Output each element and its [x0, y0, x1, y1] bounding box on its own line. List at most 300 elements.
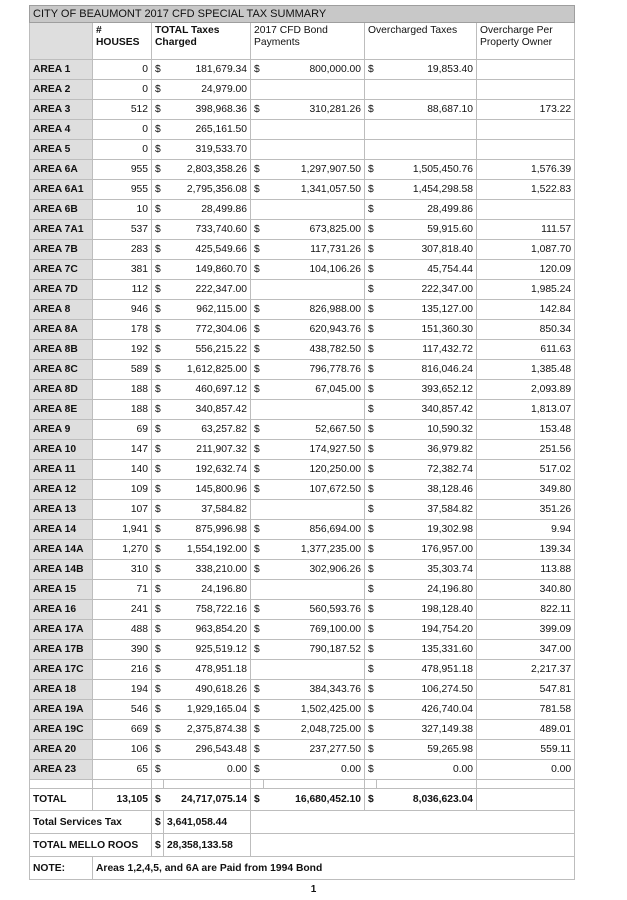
- currency-symbol: [251, 280, 264, 300]
- area-name: AREA 7C: [30, 260, 93, 280]
- currency-symbol: $: [365, 660, 377, 680]
- currency-symbol: $: [365, 240, 377, 260]
- bond-cell: 107,672.50: [264, 480, 365, 500]
- currency-symbol: $: [251, 240, 264, 260]
- currency-symbol: $: [152, 811, 164, 834]
- bond-cell: 800,000.00: [264, 60, 365, 80]
- currency-symbol: $: [152, 834, 164, 857]
- area-name: AREA 20: [30, 740, 93, 760]
- currency-symbol: $: [152, 320, 164, 340]
- currency-symbol: $: [251, 789, 264, 811]
- currency-symbol: $: [152, 640, 164, 660]
- bond-cell: 620,943.76: [264, 320, 365, 340]
- taxes-cell: 772,304.06: [164, 320, 251, 340]
- table-row: [30, 80, 575, 100]
- houses-cell: 946: [93, 300, 152, 320]
- currency-symbol: $: [251, 420, 264, 440]
- bond-cell: 67,045.00: [264, 380, 365, 400]
- currency-symbol: $: [365, 680, 377, 700]
- table-row: [30, 440, 575, 460]
- blank-cell: [251, 834, 575, 857]
- per-owner-cell: 850.34: [477, 320, 575, 340]
- currency-symbol: $: [152, 120, 164, 140]
- currency-symbol: $: [152, 380, 164, 400]
- area-name: AREA 19C: [30, 720, 93, 740]
- bond-cell: 560,593.76: [264, 600, 365, 620]
- tax-summary-table: [29, 5, 575, 880]
- currency-symbol: $: [251, 100, 264, 120]
- table-row: [30, 120, 575, 140]
- currency-symbol: $: [365, 160, 377, 180]
- overcharged-cell: 1,505,450.76: [377, 160, 477, 180]
- area-name: AREA 8: [30, 300, 93, 320]
- currency-symbol: $: [251, 720, 264, 740]
- per-owner-cell: 142.84: [477, 300, 575, 320]
- table-row: [30, 220, 575, 240]
- area-name: AREA 14B: [30, 560, 93, 580]
- currency-symbol: $: [365, 420, 377, 440]
- currency-symbol: $: [365, 700, 377, 720]
- table-row: [30, 600, 575, 620]
- services-tax-label: Total Services Tax: [30, 811, 152, 834]
- area-name: AREA 6B: [30, 200, 93, 220]
- per-owner-cell: 2,093.89: [477, 380, 575, 400]
- currency-symbol: $: [365, 560, 377, 580]
- taxes-cell: 24,979.00: [164, 80, 251, 100]
- note-label: NOTE:: [30, 857, 93, 880]
- bond-cell: 438,782.50: [264, 340, 365, 360]
- currency-symbol: $: [365, 500, 377, 520]
- currency-symbol: $: [152, 220, 164, 240]
- per-owner-cell: 351.26: [477, 500, 575, 520]
- per-owner-cell: 1,385.48: [477, 360, 575, 380]
- page-number: 1: [310, 884, 317, 895]
- bond-cell: 2,048,725.00: [264, 720, 365, 740]
- bond-cell: 769,100.00: [264, 620, 365, 640]
- currency-symbol: $: [152, 520, 164, 540]
- taxes-cell: 338,210.00: [164, 560, 251, 580]
- currency-symbol: $: [152, 560, 164, 580]
- total-per-owner: [477, 789, 575, 811]
- header-row: [30, 23, 575, 60]
- overcharged-cell: 198,128.40: [377, 600, 477, 620]
- currency-symbol: $: [251, 380, 264, 400]
- currency-symbol: [365, 140, 377, 160]
- currency-symbol: $: [251, 60, 264, 80]
- currency-symbol: $: [365, 360, 377, 380]
- taxes-cell: 758,722.16: [164, 600, 251, 620]
- overcharged-cell: [377, 140, 477, 160]
- currency-symbol: $: [365, 220, 377, 240]
- currency-symbol: $: [152, 160, 164, 180]
- taxes-cell: 1,929,165.04: [164, 700, 251, 720]
- overcharged-cell: 45,754.44: [377, 260, 477, 280]
- area-name: AREA 4: [30, 120, 93, 140]
- overcharged-cell: 28,499.86: [377, 200, 477, 220]
- taxes-cell: 556,215.22: [164, 340, 251, 360]
- area-name: AREA 1: [30, 60, 93, 80]
- per-owner-cell: 611.63: [477, 340, 575, 360]
- houses-cell: 955: [93, 180, 152, 200]
- houses-cell: 216: [93, 660, 152, 680]
- overcharged-cell: 35,303.74: [377, 560, 477, 580]
- table-row: [30, 620, 575, 640]
- overcharged-cell: [377, 80, 477, 100]
- taxes-cell: 222,347.00: [164, 280, 251, 300]
- table-row: [30, 100, 575, 120]
- houses-cell: 283: [93, 240, 152, 260]
- taxes-cell: 181,679.34: [164, 60, 251, 80]
- overcharged-cell: 19,853.40: [377, 60, 477, 80]
- table-row: [30, 60, 575, 80]
- currency-symbol: [251, 80, 264, 100]
- currency-symbol: $: [365, 180, 377, 200]
- currency-symbol: $: [251, 460, 264, 480]
- per-owner-cell: 9.94: [477, 520, 575, 540]
- spacer-row: [30, 780, 575, 789]
- overcharged-cell: 151,360.30: [377, 320, 477, 340]
- houses-cell: 0: [93, 140, 152, 160]
- area-name: AREA 8B: [30, 340, 93, 360]
- currency-symbol: $: [152, 300, 164, 320]
- currency-symbol: $: [152, 60, 164, 80]
- table-row: [30, 460, 575, 480]
- currency-symbol: $: [365, 640, 377, 660]
- currency-symbol: $: [152, 460, 164, 480]
- bond-cell: 237,277.50: [264, 740, 365, 760]
- overcharged-cell: 72,382.74: [377, 460, 477, 480]
- currency-symbol: $: [152, 700, 164, 720]
- spacer-cell: [251, 780, 264, 789]
- currency-symbol: $: [251, 640, 264, 660]
- currency-symbol: $: [152, 500, 164, 520]
- table-row: [30, 380, 575, 400]
- bond-cell: [264, 140, 365, 160]
- currency-symbol: $: [251, 680, 264, 700]
- per-owner-cell: 111.57: [477, 220, 575, 240]
- table-row: [30, 340, 575, 360]
- area-name: AREA 17C: [30, 660, 93, 680]
- area-name: AREA 8E: [30, 400, 93, 420]
- table-row: [30, 480, 575, 500]
- currency-symbol: $: [152, 340, 164, 360]
- currency-symbol: $: [365, 300, 377, 320]
- overcharged-cell: 222,347.00: [377, 280, 477, 300]
- currency-symbol: $: [251, 220, 264, 240]
- bond-cell: [264, 280, 365, 300]
- currency-symbol: $: [152, 580, 164, 600]
- currency-symbol: $: [152, 620, 164, 640]
- currency-symbol: $: [365, 480, 377, 500]
- total-bond: 16,680,452.10: [264, 789, 365, 811]
- bond-cell: 1,502,425.00: [264, 700, 365, 720]
- currency-symbol: $: [152, 720, 164, 740]
- currency-symbol: $: [152, 240, 164, 260]
- spacer-cell: [164, 780, 251, 789]
- bond-cell: 174,927.50: [264, 440, 365, 460]
- currency-symbol: $: [152, 660, 164, 680]
- currency-symbol: $: [365, 60, 377, 80]
- overcharged-cell: 0.00: [377, 760, 477, 780]
- mello-roos-label: TOTAL MELLO ROOS: [30, 834, 152, 857]
- overcharged-cell: 194,754.20: [377, 620, 477, 640]
- houses-cell: 537: [93, 220, 152, 240]
- overcharged-cell: 307,818.40: [377, 240, 477, 260]
- overcharged-cell: 59,915.60: [377, 220, 477, 240]
- per-owner-cell: [477, 80, 575, 100]
- spacer-cell: [93, 780, 152, 789]
- houses-cell: 546: [93, 700, 152, 720]
- currency-symbol: [251, 500, 264, 520]
- currency-symbol: $: [152, 740, 164, 760]
- overcharged-cell: 135,127.00: [377, 300, 477, 320]
- per-owner-header: Overcharge Per Property Owner: [477, 23, 575, 60]
- currency-symbol: $: [365, 340, 377, 360]
- table-row: [30, 180, 575, 200]
- spacer-cell: [377, 780, 477, 789]
- currency-symbol: $: [365, 260, 377, 280]
- per-owner-cell: 781.58: [477, 700, 575, 720]
- table-row: [30, 360, 575, 380]
- bond-cell: 673,825.00: [264, 220, 365, 240]
- bond-cell: 856,694.00: [264, 520, 365, 540]
- currency-symbol: $: [365, 440, 377, 460]
- area-name: AREA 6A: [30, 160, 93, 180]
- houses-cell: 194: [93, 680, 152, 700]
- currency-symbol: $: [152, 420, 164, 440]
- currency-symbol: [365, 120, 377, 140]
- houses-cell: 1,941: [93, 520, 152, 540]
- per-owner-cell: 173.22: [477, 100, 575, 120]
- per-owner-cell: 1,087.70: [477, 240, 575, 260]
- table-row: [30, 660, 575, 680]
- area-name: AREA 8D: [30, 380, 93, 400]
- title-row: [30, 6, 575, 23]
- bond-cell: 826,988.00: [264, 300, 365, 320]
- houses-header: # HOUSES: [93, 23, 152, 60]
- taxes-cell: 265,161.50: [164, 120, 251, 140]
- currency-symbol: $: [152, 600, 164, 620]
- overcharged-cell: 59,265.98: [377, 740, 477, 760]
- spacer-cell: [264, 780, 365, 789]
- currency-symbol: $: [152, 180, 164, 200]
- per-owner-cell: 822.11: [477, 600, 575, 620]
- spacer-cell: [30, 780, 93, 789]
- overcharged-cell: 393,652.12: [377, 380, 477, 400]
- note-row: [30, 857, 575, 880]
- bond-cell: [264, 80, 365, 100]
- table-row: [30, 400, 575, 420]
- area-name: AREA 15: [30, 580, 93, 600]
- bond-cell: 1,341,057.50: [264, 180, 365, 200]
- taxes-cell: 1,554,192.00: [164, 540, 251, 560]
- services-tax-row: [30, 811, 575, 834]
- currency-symbol: $: [251, 700, 264, 720]
- per-owner-cell: 1,522.83: [477, 180, 575, 200]
- taxes-cell: 875,996.98: [164, 520, 251, 540]
- currency-symbol: $: [152, 260, 164, 280]
- table-row: [30, 540, 575, 560]
- area-name: AREA 23: [30, 760, 93, 780]
- services-tax-value: 3,641,058.44: [164, 811, 251, 834]
- houses-cell: 669: [93, 720, 152, 740]
- per-owner-cell: [477, 60, 575, 80]
- houses-cell: 188: [93, 380, 152, 400]
- taxes-cell: 490,618.26: [164, 680, 251, 700]
- currency-symbol: $: [152, 140, 164, 160]
- spacer-cell: [365, 780, 377, 789]
- overcharged-cell: 340,857.42: [377, 400, 477, 420]
- taxes-cell: 925,519.12: [164, 640, 251, 660]
- total-overcharged: 8,036,623.04: [377, 789, 477, 811]
- currency-symbol: [251, 580, 264, 600]
- bond-header: 2017 CFD Bond Payments: [251, 23, 365, 60]
- table-row: [30, 760, 575, 780]
- taxes-cell: 63,257.82: [164, 420, 251, 440]
- currency-symbol: $: [251, 560, 264, 580]
- currency-symbol: $: [152, 100, 164, 120]
- overcharged-cell: 426,740.04: [377, 700, 477, 720]
- table-row: [30, 240, 575, 260]
- currency-symbol: [251, 400, 264, 420]
- houses-cell: 112: [93, 280, 152, 300]
- currency-symbol: $: [365, 540, 377, 560]
- per-owner-cell: 340.80: [477, 580, 575, 600]
- currency-symbol: $: [251, 340, 264, 360]
- houses-cell: 241: [93, 600, 152, 620]
- currency-symbol: $: [152, 80, 164, 100]
- per-owner-cell: 0.00: [477, 760, 575, 780]
- bond-cell: 310,281.26: [264, 100, 365, 120]
- area-name: AREA 14: [30, 520, 93, 540]
- currency-symbol: [365, 80, 377, 100]
- area-name: AREA 12: [30, 480, 93, 500]
- per-owner-cell: [477, 200, 575, 220]
- taxes-header: TOTAL Taxes Charged: [152, 23, 251, 60]
- currency-symbol: $: [251, 440, 264, 460]
- table-row: [30, 300, 575, 320]
- currency-symbol: $: [365, 789, 377, 811]
- houses-cell: 188: [93, 400, 152, 420]
- bond-cell: 0.00: [264, 760, 365, 780]
- houses-cell: 192: [93, 340, 152, 360]
- taxes-cell: 2,375,874.38: [164, 720, 251, 740]
- currency-symbol: $: [152, 200, 164, 220]
- currency-symbol: $: [251, 600, 264, 620]
- currency-symbol: $: [251, 480, 264, 500]
- currency-symbol: $: [251, 180, 264, 200]
- table-row: [30, 520, 575, 540]
- per-owner-cell: 517.02: [477, 460, 575, 480]
- overcharged-cell: 176,957.00: [377, 540, 477, 560]
- table-row: [30, 140, 575, 160]
- per-owner-cell: 251.56: [477, 440, 575, 460]
- area-name: AREA 8C: [30, 360, 93, 380]
- houses-cell: 0: [93, 80, 152, 100]
- taxes-cell: 296,543.48: [164, 740, 251, 760]
- taxes-cell: 962,115.00: [164, 300, 251, 320]
- houses-cell: 69: [93, 420, 152, 440]
- bond-cell: 1,377,235.00: [264, 540, 365, 560]
- spacer-cell: [152, 780, 164, 789]
- currency-symbol: $: [365, 620, 377, 640]
- bond-cell: [264, 200, 365, 220]
- bond-cell: [264, 580, 365, 600]
- area-name: AREA 7A1: [30, 220, 93, 240]
- currency-symbol: $: [251, 300, 264, 320]
- per-owner-cell: 153.48: [477, 420, 575, 440]
- taxes-cell: 733,740.60: [164, 220, 251, 240]
- houses-cell: 10: [93, 200, 152, 220]
- currency-symbol: $: [152, 400, 164, 420]
- currency-symbol: $: [251, 320, 264, 340]
- area-header-cell: [30, 23, 93, 60]
- houses-cell: 178: [93, 320, 152, 340]
- currency-symbol: $: [365, 520, 377, 540]
- area-name: AREA 6A1: [30, 180, 93, 200]
- taxes-cell: 211,907.32: [164, 440, 251, 460]
- overcharged-cell: 38,128.46: [377, 480, 477, 500]
- area-name: AREA 17A: [30, 620, 93, 640]
- area-name: AREA 10: [30, 440, 93, 460]
- per-owner-cell: 1,813.07: [477, 400, 575, 420]
- houses-cell: 381: [93, 260, 152, 280]
- per-owner-cell: 139.34: [477, 540, 575, 560]
- currency-symbol: $: [251, 160, 264, 180]
- bond-cell: [264, 500, 365, 520]
- currency-symbol: $: [365, 720, 377, 740]
- currency-symbol: $: [251, 540, 264, 560]
- table-row: [30, 260, 575, 280]
- houses-cell: 0: [93, 60, 152, 80]
- houses-cell: 0: [93, 120, 152, 140]
- per-owner-cell: [477, 140, 575, 160]
- overcharged-cell: [377, 120, 477, 140]
- bond-cell: 1,297,907.50: [264, 160, 365, 180]
- overcharged-cell: 24,196.80: [377, 580, 477, 600]
- note-text: Areas 1,2,4,5, and 6A are Paid from 1994 Bond: [93, 857, 575, 880]
- bond-cell: 384,343.76: [264, 680, 365, 700]
- bond-cell: [264, 400, 365, 420]
- houses-cell: 109: [93, 480, 152, 500]
- taxes-cell: 478,951.18: [164, 660, 251, 680]
- houses-cell: 106: [93, 740, 152, 760]
- taxes-cell: 145,800.96: [164, 480, 251, 500]
- overcharged-cell: 10,590.32: [377, 420, 477, 440]
- overcharged-cell: 106,274.50: [377, 680, 477, 700]
- mello-roos-value: 28,358,133.58: [164, 834, 251, 857]
- currency-symbol: [251, 120, 264, 140]
- table-row: [30, 320, 575, 340]
- houses-cell: 107: [93, 500, 152, 520]
- currency-symbol: $: [365, 400, 377, 420]
- overcharged-cell: 88,687.10: [377, 100, 477, 120]
- currency-symbol: $: [251, 620, 264, 640]
- taxes-cell: 398,968.36: [164, 100, 251, 120]
- table-row: [30, 720, 575, 740]
- bond-cell: 52,667.50: [264, 420, 365, 440]
- table-row: [30, 280, 575, 300]
- total-row: [30, 789, 575, 811]
- per-owner-cell: 559.11: [477, 740, 575, 760]
- taxes-cell: 24,196.80: [164, 580, 251, 600]
- houses-cell: 147: [93, 440, 152, 460]
- taxes-cell: 1,612,825.00: [164, 360, 251, 380]
- currency-symbol: $: [365, 600, 377, 620]
- bond-cell: 104,106.26: [264, 260, 365, 280]
- currency-symbol: $: [152, 360, 164, 380]
- bond-cell: [264, 120, 365, 140]
